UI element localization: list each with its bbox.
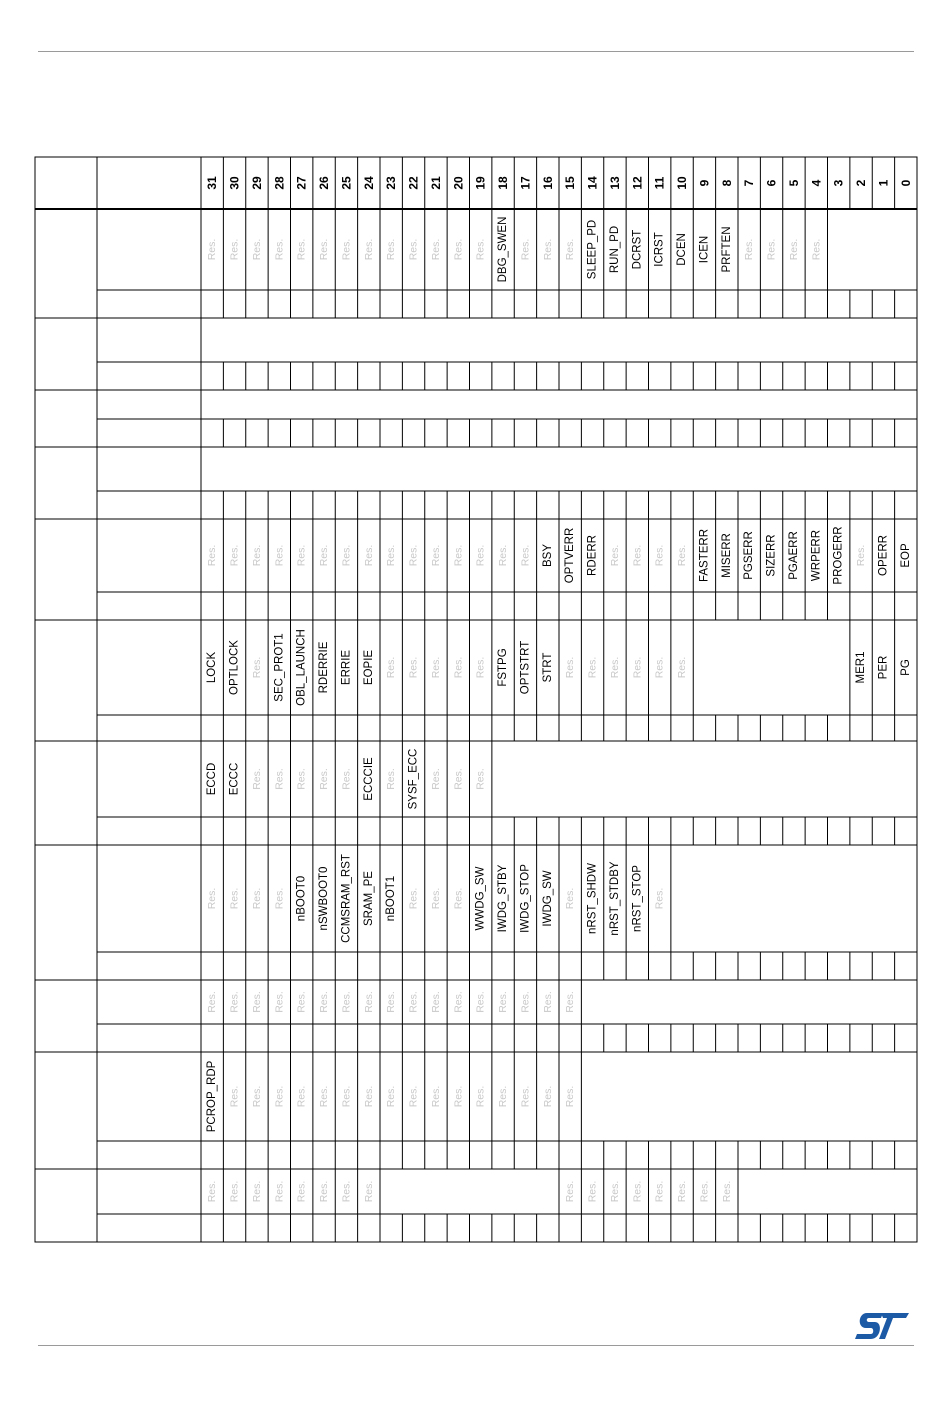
reserved-field-label: Res. — [452, 544, 465, 567]
reserved-field-label: Res. — [653, 887, 666, 910]
bit-field-label: PG — [899, 659, 912, 676]
reserved-field-label: Res. — [676, 656, 689, 679]
bit-number: 2 — [854, 179, 869, 187]
reserved-field-label: Res. — [228, 544, 241, 567]
reserved-field-label: Res. — [653, 544, 666, 567]
reserved-field-label: Res. — [250, 1085, 263, 1108]
bit-number: 22 — [406, 176, 421, 190]
bit-field-label: IWDG_SW — [541, 870, 554, 927]
reserved-field-label: Res. — [385, 544, 398, 567]
bit-field-label: nBOOT0 — [295, 875, 308, 922]
reserved-field-label: Res. — [519, 238, 532, 261]
reserved-field-label: Res. — [429, 991, 442, 1013]
bit-field-label: SLEEP_PD — [586, 219, 599, 280]
bit-field-label: PCROP_RDP — [206, 1060, 219, 1133]
bit-field-label: OPERR — [877, 535, 890, 576]
bit-field-label: WRPERR — [810, 529, 823, 582]
reserved-field-label: Res. — [474, 544, 487, 567]
bit-field-label: nRST_STOP — [631, 865, 644, 932]
reserved-field-label: Res. — [250, 768, 263, 790]
reserved-field-label: Res. — [318, 991, 331, 1013]
bit-number: 20 — [451, 176, 466, 190]
bit-number: 0 — [898, 179, 913, 187]
bit-field-label: SRAM_PE — [362, 871, 375, 926]
reserved-field-label: Res. — [429, 656, 442, 679]
reserved-field-label: Res. — [318, 238, 331, 261]
bit-field-label: ICRST — [653, 232, 666, 267]
reserved-field-label: Res. — [631, 656, 644, 679]
bit-number: 31 — [205, 176, 220, 190]
reserved-field-label: Res. — [340, 238, 353, 261]
reserved-field-label: Res. — [497, 544, 510, 567]
reserved-field-label: Res. — [608, 1180, 621, 1203]
bit-field-label: PER — [877, 655, 890, 680]
reserved-field-label: Res. — [362, 991, 375, 1013]
reserved-field-label: Res. — [206, 544, 219, 567]
bit-number: 6 — [764, 179, 779, 187]
bit-number: 7 — [742, 179, 757, 187]
reserved-field-label: Res. — [474, 991, 487, 1013]
bit-field-label: nSWBOOT0 — [318, 866, 331, 931]
reserved-field-label: Res. — [228, 238, 241, 261]
reserved-field-label: Res. — [407, 991, 420, 1013]
reserved-field-label: Res. — [586, 656, 599, 679]
reserved-field-label: Res. — [250, 887, 263, 910]
reserved-field-label: Res. — [452, 656, 465, 679]
bit-field-label: EOPIE — [362, 649, 375, 686]
reserved-field-label: Res. — [340, 1180, 353, 1203]
reserved-field-label: Res. — [295, 1085, 308, 1108]
reserved-field-label: Res. — [541, 1085, 554, 1108]
reserved-field-label: Res. — [340, 1085, 353, 1108]
reserved-field-label: Res. — [429, 1085, 442, 1108]
reserved-field-label: Res. — [295, 991, 308, 1013]
bit-field-label: FASTERR — [698, 528, 711, 583]
reserved-field-label: Res. — [407, 1085, 420, 1108]
reserved-field-label: Res. — [608, 544, 621, 567]
reserved-field-label: Res. — [676, 544, 689, 567]
bit-field-label: nRST_SHDW — [586, 863, 599, 934]
bit-number: 10 — [675, 176, 690, 190]
reserved-field-label: Res. — [228, 887, 241, 910]
bit-field-label: RDERR — [586, 535, 599, 576]
bit-number: 14 — [585, 176, 600, 190]
bit-field-label: ICEN — [698, 235, 711, 264]
reserved-field-label: Res. — [474, 656, 487, 679]
reserved-field-label: Res. — [452, 991, 465, 1013]
reserved-field-label: Res. — [295, 768, 308, 790]
reserved-field-label: Res. — [564, 887, 577, 910]
reserved-field-label: Res. — [250, 991, 263, 1013]
bit-number: 12 — [630, 176, 645, 190]
reserved-field-label: Res. — [385, 1085, 398, 1108]
bit-field-label: IWDG_STBY — [497, 864, 510, 933]
bit-field-label: LOCK — [206, 651, 219, 684]
reserved-field-label: Res. — [362, 1085, 375, 1108]
reserved-field-label: Res. — [564, 1085, 577, 1108]
bit-number: 9 — [697, 179, 712, 187]
reserved-field-label: Res. — [318, 1180, 331, 1203]
reserved-field-label: Res. — [273, 768, 286, 790]
bit-field-label: PGSERR — [743, 531, 756, 580]
register-row — [206, 991, 576, 1013]
reserved-field-label: Res. — [318, 768, 331, 790]
reserved-field-label: Res. — [228, 1085, 241, 1108]
register-row — [206, 854, 666, 943]
reserved-field-label: Res. — [564, 1180, 577, 1203]
reserved-field-label: Res. — [273, 887, 286, 910]
bit-number: 13 — [607, 176, 622, 190]
bit-field-label: OPTVERR — [564, 527, 577, 584]
register-row — [206, 749, 487, 810]
bit-number: 25 — [339, 176, 354, 190]
reserved-field-label: Res. — [362, 1180, 375, 1203]
bit-field-label: OPTSTRT — [519, 640, 532, 695]
reserved-field-label: Res. — [541, 991, 554, 1013]
reserved-field-label: Res. — [206, 887, 219, 910]
reserved-field-label: Res. — [295, 238, 308, 261]
bit-field-label: PROGERR — [832, 526, 845, 585]
bit-number: 1 — [876, 179, 891, 187]
reserved-field-label: Res. — [698, 1180, 711, 1203]
bit-number: 24 — [361, 176, 376, 190]
bit-field-label: MISERR — [720, 533, 733, 578]
reserved-field-label: Res. — [676, 1180, 689, 1203]
reserved-field-label: Res. — [429, 887, 442, 910]
bit-field-label: DCRST — [631, 229, 644, 270]
bit-field-label: SYSF_ECC — [407, 748, 420, 810]
bit-field-label: OPTLOCK — [228, 640, 241, 695]
bit-field-label: PRFTEN — [720, 226, 733, 273]
bit-number: 11 — [652, 176, 667, 190]
reserved-field-label: Res. — [586, 1180, 599, 1203]
table-frame — [35, 157, 917, 1242]
reserved-field-label: Res. — [273, 991, 286, 1013]
reserved-field-label: Res. — [787, 238, 800, 261]
bit-field-label: nRST_STDBY — [608, 861, 621, 936]
reserved-field-label: Res. — [385, 238, 398, 261]
bit-number: 29 — [249, 176, 264, 190]
reserved-field-label: Res. — [228, 991, 241, 1013]
reserved-field-label: Res. — [206, 991, 219, 1013]
reserved-field-label: Res. — [519, 991, 532, 1013]
bit-field-label: DCEN — [676, 233, 689, 266]
reserved-field-label: Res. — [407, 544, 420, 567]
reserved-field-label: Res. — [810, 238, 823, 261]
reserved-field-label: Res. — [273, 1180, 286, 1203]
reserved-field-label: Res. — [429, 238, 442, 261]
reserved-field-label: Res. — [653, 656, 666, 679]
bit-field-label: ECCD — [206, 762, 219, 796]
reserved-field-label: Res. — [407, 656, 420, 679]
reserved-field-label: Res. — [228, 1180, 241, 1203]
bit-field-label: nBOOT1 — [385, 875, 398, 922]
bit-number: 30 — [227, 176, 242, 190]
bit-field-label: PGAERR — [787, 531, 800, 580]
reserved-field-label: Res. — [519, 544, 532, 567]
reserved-field-label: Res. — [385, 991, 398, 1013]
reserved-field-label: Res. — [206, 1180, 219, 1203]
bit-number: 28 — [272, 176, 287, 190]
reserved-field-label: Res. — [720, 1180, 733, 1203]
bit-number: 26 — [317, 176, 332, 190]
reserved-field-label: Res. — [429, 544, 442, 567]
bit-field-label: DBG_SWEN — [497, 216, 510, 283]
reserved-field-label: Res. — [318, 1085, 331, 1108]
bit-field-label: IWDG_STOP — [519, 864, 532, 933]
bit-field-label: SEC_PROT1 — [273, 633, 286, 702]
reserved-field-label: Res. — [273, 544, 286, 567]
bit-field-label: MER1 — [855, 651, 868, 684]
bit-field-label: RDERRIE — [318, 641, 331, 694]
reserved-field-label: Res. — [273, 238, 286, 261]
bit-field-label: EOP — [899, 543, 912, 568]
reserved-field-label: Res. — [318, 544, 331, 567]
reserved-field-label: Res. — [519, 1085, 532, 1108]
register-row — [206, 1060, 576, 1132]
reserved-field-label: Res. — [855, 544, 868, 567]
reserved-field-label: Res. — [564, 656, 577, 679]
bit-field-label: BSY — [541, 543, 554, 568]
reserved-field-label: Res. — [564, 238, 577, 261]
reserved-field-label: Res. — [631, 1180, 644, 1203]
reserved-field-label: Res. — [362, 238, 375, 261]
reserved-field-label: Res. — [340, 991, 353, 1013]
bit-number: 27 — [294, 176, 309, 190]
reserved-field-label: Res. — [452, 887, 465, 910]
reserved-field-label: Res. — [407, 238, 420, 261]
bit-number: 5 — [786, 179, 801, 187]
reserved-field-label: Res. — [206, 238, 219, 261]
bit-number: 21 — [428, 176, 443, 190]
bit-field-label: ECCCIE — [362, 757, 375, 801]
reserved-field-label: Res. — [452, 1085, 465, 1108]
reserved-field-label: Res. — [608, 656, 621, 679]
reserved-field-label: Res. — [497, 991, 510, 1013]
reserved-field-label: Res. — [250, 238, 263, 261]
reserved-field-label: Res. — [429, 768, 442, 790]
bit-number: 4 — [809, 179, 824, 187]
reserved-field-label: Res. — [340, 544, 353, 567]
bit-field-label: STRT — [541, 652, 554, 683]
footer-rule — [38, 1345, 914, 1346]
reserved-field-label: Res. — [631, 544, 644, 567]
bit-number: 18 — [496, 176, 511, 190]
reserved-field-label: Res. — [273, 1085, 286, 1108]
bit-field-label: WWDG_SW — [474, 866, 487, 931]
bit-field-label: ECCC — [228, 762, 241, 796]
reserved-field-label: Res. — [385, 656, 398, 679]
bit-number: 8 — [719, 179, 734, 187]
st-logo — [853, 1311, 911, 1341]
bit-number: 19 — [473, 176, 488, 190]
reserved-field-label: Res. — [362, 544, 375, 567]
bit-field-label: FSTPG — [497, 648, 510, 687]
reserved-field-label: Res. — [541, 238, 554, 261]
reserved-field-label: Res. — [765, 238, 778, 261]
reserved-field-label: Res. — [452, 768, 465, 790]
reserved-field-label: Res. — [250, 1180, 263, 1203]
reserved-field-label: Res. — [407, 887, 420, 910]
bit-number: 23 — [384, 176, 399, 190]
reserved-field-label: Res. — [474, 1085, 487, 1108]
reserved-field-label: Res. — [497, 1085, 510, 1108]
bit-field-label: OBL_LAUNCH — [295, 629, 308, 706]
bit-number: 17 — [518, 176, 533, 190]
bit-field-label: RUN_PD — [608, 225, 621, 274]
reserved-field-label: Res. — [250, 544, 263, 567]
reserved-field-label: Res. — [340, 768, 353, 790]
bit-number: 15 — [563, 176, 578, 190]
reserved-field-label: Res. — [653, 1180, 666, 1203]
reserved-field-label: Res. — [385, 768, 398, 790]
reserved-field-label: Res. — [474, 238, 487, 261]
register-row — [206, 1181, 733, 1203]
reserved-field-label: Res. — [564, 991, 577, 1013]
reserved-field-label: Res. — [452, 238, 465, 261]
bit-field-label: ERRIE — [340, 649, 353, 686]
reserved-field-label: Res. — [295, 544, 308, 567]
reserved-field-label: Res. — [474, 768, 487, 790]
reserved-field-label: Res. — [250, 656, 263, 679]
bit-field-label: CCMSRAM_RST — [340, 854, 353, 943]
reserved-field-label: Res. — [743, 238, 756, 261]
bit-field-label: SIZERR — [765, 534, 778, 577]
bit-number: 3 — [831, 179, 846, 187]
reserved-field-label: Res. — [295, 1180, 308, 1203]
bit-number: 16 — [540, 176, 555, 190]
